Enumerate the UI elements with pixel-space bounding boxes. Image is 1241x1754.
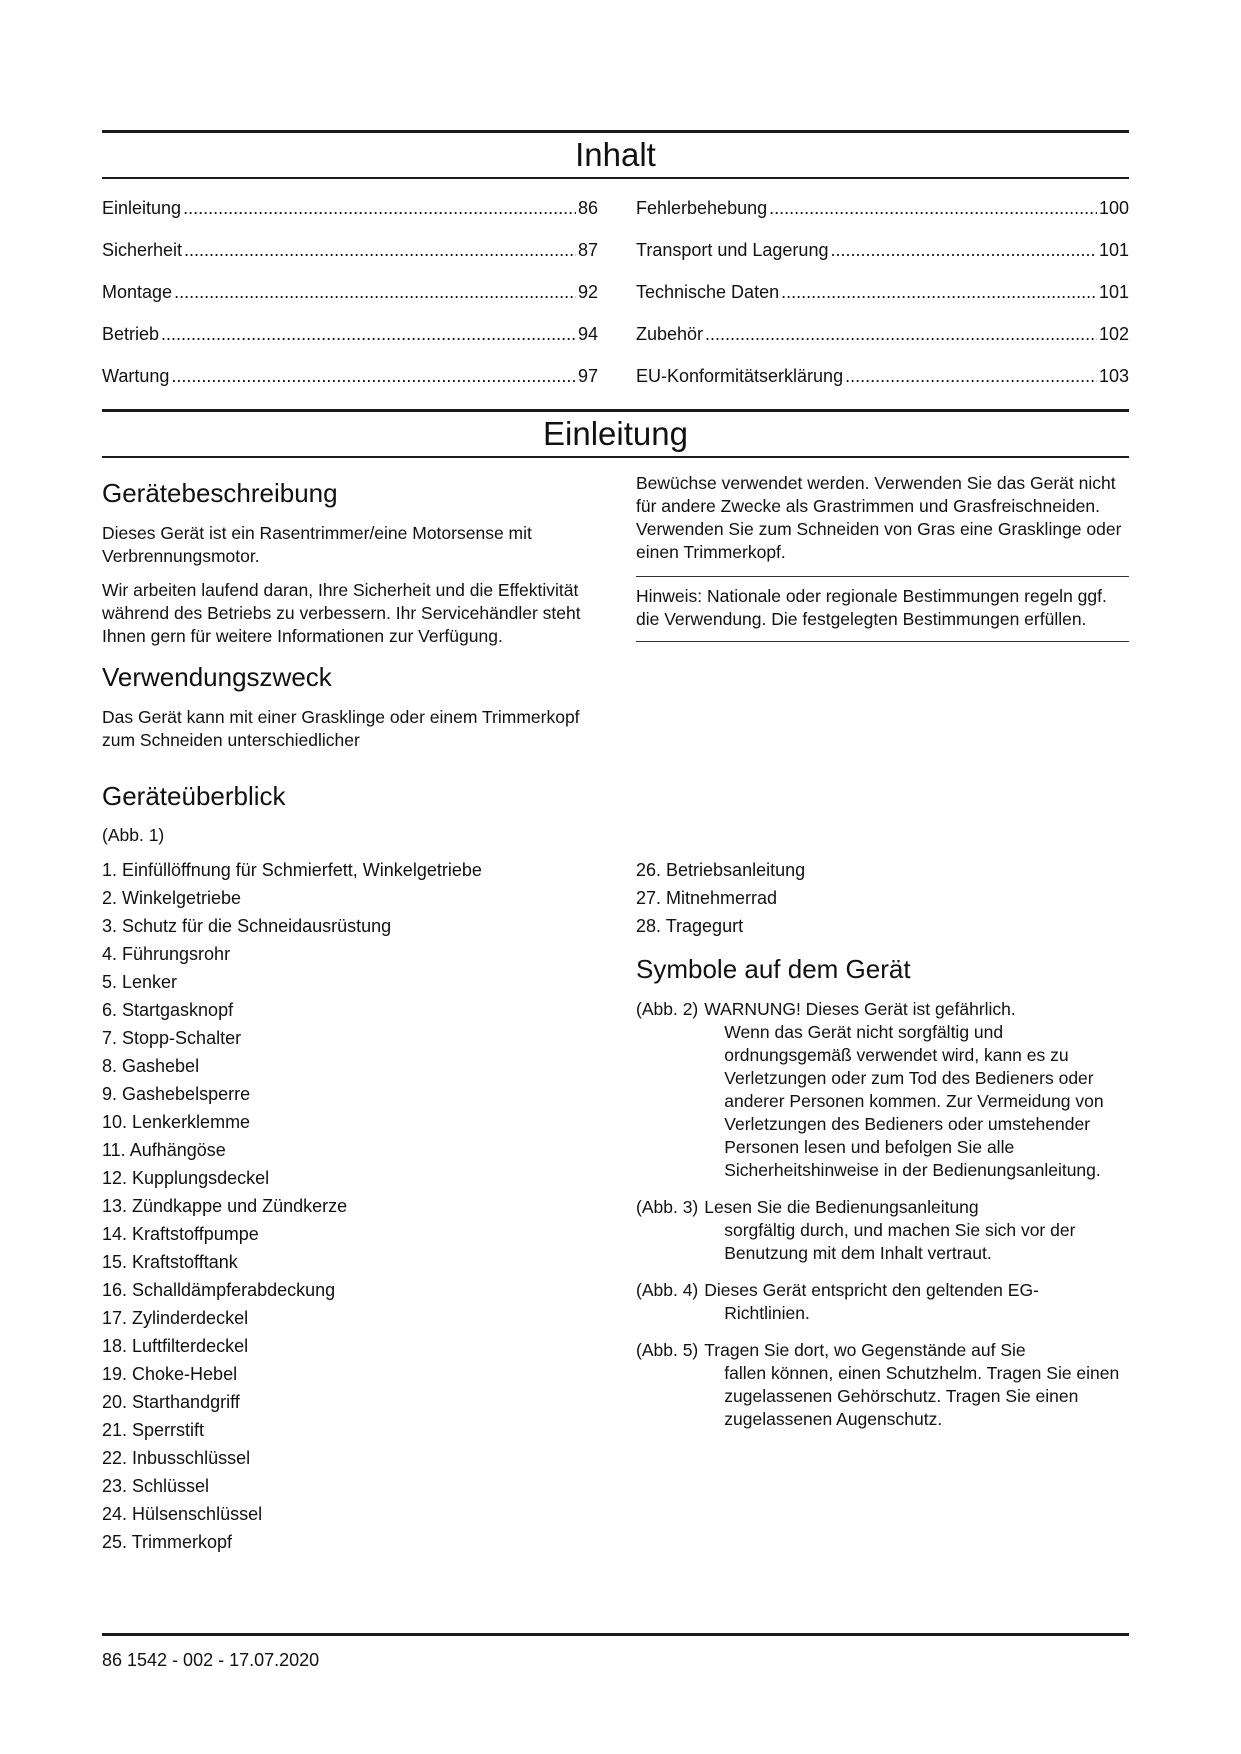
- toc-entry-label: EU-Konformitätserklärung: [636, 366, 844, 386]
- symbol-text-first: Dieses Gerät entspricht den geltenden EG-: [704, 1280, 1039, 1300]
- table-of-contents: [102, 179, 1129, 397]
- toc-entry[interactable]: [636, 271, 1129, 313]
- einleitung-section: [102, 409, 1129, 1556]
- list-item: 14. Kraftstoffpumpe: [102, 1224, 259, 1244]
- symbol-item: [636, 998, 1129, 1182]
- toc-entry[interactable]: [636, 313, 1129, 355]
- toc-entry[interactable]: [102, 187, 598, 229]
- parts-right-column: [636, 856, 1129, 1556]
- page: [102, 130, 1129, 1556]
- list-item: 17. Zylinderdeckel: [102, 1308, 249, 1328]
- geraetebeschreibung-heading: Gerätebeschreibung: [102, 478, 338, 508]
- footer-text: 86 1542 - 002 - 17.07.2020: [102, 1650, 320, 1670]
- list-item: 5. Lenker: [102, 972, 178, 992]
- toc-entry-page: 101: [1098, 240, 1129, 260]
- geraetebeschreibung-p1: Dieses Gerät ist ein Rasentrimmer/eine Motorsense mit Verbrennungsmotor.: [102, 523, 532, 566]
- toc-entry-label: Technische Daten: [636, 282, 780, 302]
- list-item: 20. Starthandgriff: [102, 1392, 240, 1412]
- hinweis-label: Hinweis:: [636, 586, 703, 606]
- list-item: 26. Betriebsanleitung: [636, 860, 806, 880]
- einleitung-columns: [102, 458, 1129, 763]
- list-item: 12. Kupplungsdeckel: [102, 1168, 270, 1188]
- list-item: 18. Luftfilterdeckel: [102, 1336, 249, 1356]
- hinweis-text: Nationale oder regionale Bestimmungen regeln ggf. die Verwendung. Die festgelegten Bestimmungen erfüllen.: [636, 586, 1107, 629]
- list-item: 15. Kraftstofftank: [102, 1252, 238, 1272]
- toc-entry-label: Wartung: [102, 366, 170, 386]
- list-item: 8. Gashebel: [102, 1056, 200, 1076]
- toc-entry-label: Zubehör: [636, 324, 704, 344]
- list-item: 13. Zündkappe und Zündkerze: [102, 1196, 348, 1216]
- list-item: 3. Schutz für die Schneidausrüstung: [102, 916, 392, 936]
- geraeteueberblick-columns: [102, 856, 1129, 1556]
- list-item: 23. Schlüssel: [102, 1476, 210, 1496]
- list-item: 6. Startgasknopf: [102, 1000, 234, 1020]
- symbol-item: [636, 1339, 1129, 1431]
- toc-entry-page: 101: [1098, 282, 1129, 302]
- symbol-text-first: Tragen Sie dort, wo Gegenstände auf Sie: [704, 1340, 1026, 1360]
- toc-title: Inhalt: [102, 133, 1129, 179]
- list-item: 25. Trimmerkopf: [102, 1532, 233, 1552]
- abb1-reference: (Abb. 1): [102, 825, 165, 845]
- toc-entry-page: 102: [1098, 324, 1129, 344]
- list-item: 19. Choke-Hebel: [102, 1364, 238, 1384]
- list-item: 27. Mitnehmerrad: [636, 888, 778, 908]
- list-item: 1. Einfüllöffnung für Schmierfett, Winkelgetriebe: [102, 860, 482, 880]
- toc-right-column: [636, 187, 1129, 397]
- list-item: 16. Schalldämpferabdeckung: [102, 1280, 336, 1300]
- list-item: 22. Inbusschlüssel: [102, 1448, 251, 1468]
- symbol-text-rest: Richtlinien.: [724, 1303, 810, 1323]
- toc-entry[interactable]: [636, 187, 1129, 229]
- page-footer: [102, 1633, 1129, 1671]
- toc-entry-label: Transport und Lagerung: [636, 240, 829, 260]
- einleitung-right-column: [636, 458, 1129, 763]
- symbole-heading: Symbole auf dem Gerät: [636, 954, 911, 984]
- toc-entry-page: 92: [577, 282, 598, 302]
- toc-entry[interactable]: [102, 229, 598, 271]
- geraeteueberblick-heading: Geräteüberblick: [102, 781, 286, 811]
- symbol-text-first: Lesen Sie die Bedienungsanleitung: [704, 1197, 979, 1217]
- symbol-reference: (Abb. 4): [636, 1280, 699, 1300]
- toc-entry-label: Betrieb: [102, 324, 160, 344]
- symbol-item: [636, 1279, 1129, 1325]
- list-item: 21. Sperrstift: [102, 1420, 205, 1440]
- toc-entry-label: Sicherheit: [102, 240, 183, 260]
- symbol-reference: (Abb. 5): [636, 1340, 699, 1360]
- list-item: 24. Hülsenschlüssel: [102, 1504, 263, 1524]
- list-item: 2. Winkelgetriebe: [102, 888, 242, 908]
- toc-entry-label: Fehlerbehebung: [636, 198, 768, 218]
- geraetebeschreibung-p2: Wir arbeiten laufend daran, Ihre Sicherheit und die Effektivität während des Betriebs zu verbessern. Ihr Servicehändler steht Ihnen gern für weitere Informationen zur Verfügung.: [102, 580, 581, 646]
- parts-list-continued: [636, 856, 1129, 940]
- toc-entry-page: 94: [577, 324, 598, 344]
- toc-entry[interactable]: [102, 313, 598, 355]
- symbol-text-rest: Wenn das Gerät nicht sorgfältig und ordnungsgemäß verwendet wird, kann es zu Verletzungen oder zum Tod des Bedieners oder anderer Personen kommen. Zur Vermeidung von Verletzungen des Bedieners oder umstehender Personen lesen und befolgen Sie alle Sicherheitshinweise in der Bedienungsanleitung.: [724, 1022, 1104, 1180]
- toc-entry-page: 97: [577, 366, 598, 386]
- verwendungszweck-p1-continued: Bewüchse verwendet werden. Verwenden Sie das Gerät nicht für andere Zwecke als Grastrimmen und Grasfreischneiden. Verwenden Sie zum Schneiden von Gras eine Grasklinge oder einen Trimmerkopf.: [636, 473, 1122, 562]
- list-item: 7. Stopp-Schalter: [102, 1028, 242, 1048]
- hinweis-note: [636, 576, 1129, 642]
- list-item: 4. Führungsrohr: [102, 944, 231, 964]
- toc-left-column: [102, 187, 598, 397]
- toc-entry[interactable]: [636, 355, 1129, 397]
- list-item: 11. Aufhängöse: [102, 1140, 226, 1160]
- einleitung-left-column: [102, 458, 598, 763]
- parts-list: [102, 856, 598, 1556]
- list-item: 9. Gashebelsperre: [102, 1084, 251, 1104]
- toc-entry-page: 103: [1098, 366, 1129, 386]
- toc-entry[interactable]: [102, 271, 598, 313]
- toc-entry-label: Einleitung: [102, 198, 182, 218]
- symbol-item: [636, 1196, 1129, 1265]
- einleitung-title: Einleitung: [102, 412, 1129, 458]
- list-item: 10. Lenkerklemme: [102, 1112, 251, 1132]
- toc-entry-label: Montage: [102, 282, 173, 302]
- symbol-reference: (Abb. 2): [636, 999, 699, 1019]
- toc-entry[interactable]: [102, 355, 598, 397]
- parts-left-column: [102, 856, 598, 1556]
- toc-entry-page: 87: [577, 240, 598, 260]
- toc-entry-page: 86: [577, 198, 598, 218]
- symbol-reference: (Abb. 3): [636, 1197, 699, 1217]
- verwendungszweck-p1: Das Gerät kann mit einer Grasklinge oder einem Trimmerkopf zum Schneiden unterschiedlicher: [102, 707, 580, 750]
- symbol-text-rest: fallen können, einen Schutzhelm. Tragen Sie einen zugelassenen Gehörschutz. Tragen Sie einen zugelassenen Augenschutz.: [724, 1363, 1120, 1429]
- symbol-text-rest: sorgfältig durch, und machen Sie sich vor der Benutzung mit dem Inhalt vertraut.: [724, 1220, 1076, 1263]
- toc-entry[interactable]: [636, 229, 1129, 271]
- verwendungszweck-heading: Verwendungszweck: [102, 662, 332, 692]
- toc-entry-page: 100: [1098, 198, 1129, 218]
- symbol-text-first: WARNUNG! Dieses Gerät ist gefährlich.: [704, 999, 1016, 1019]
- list-item: 28. Tragegurt: [636, 916, 744, 936]
